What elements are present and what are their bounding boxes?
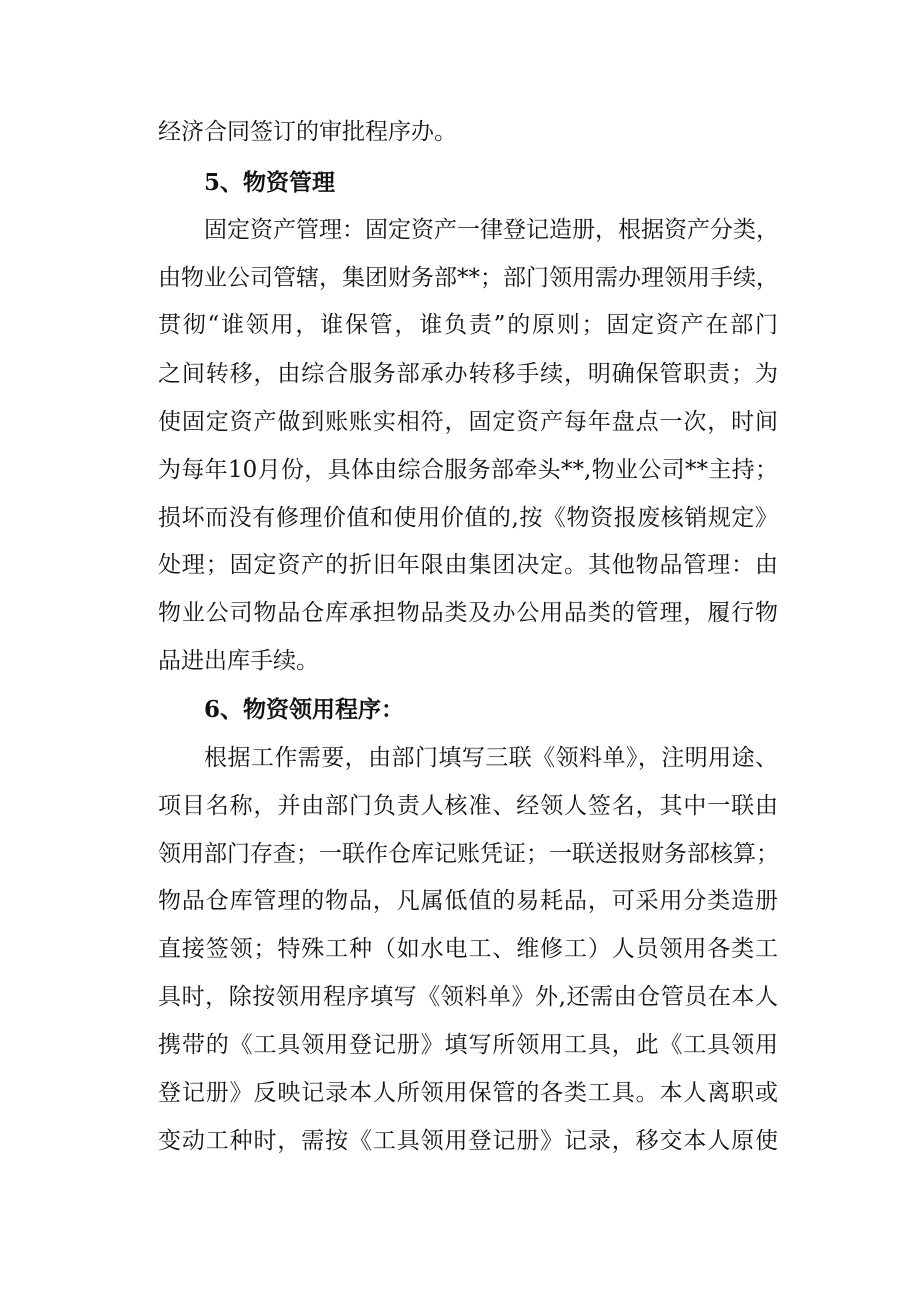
paragraph-line: 项目名称，并由部门负责人核准、经领人签名，其中一联由 (158, 793, 778, 819)
paragraph-line: 具时，除按领用程序填写《领料单》外,还需由仓管员在本人 (158, 984, 778, 1010)
paragraph-line: 登记册》反映记录本人所领用保管的各类工具。本人离职或 (158, 1080, 778, 1106)
paragraph-line: 直接签领；特殊工种（如水电工、维修工）人员领用各类工 (158, 936, 778, 962)
text-line: 经济合同签订的审批程序办。 (158, 119, 457, 145)
paragraph-line: 由物业公司管辖，集团财务部**；部门领用需办理领用手续， (158, 265, 779, 291)
paragraph-line: 携带的《工具领用登记册》填写所领用工具，此《工具领用 (158, 1032, 778, 1058)
paragraph-line: 损坏而没有修理价值和使用价值的,按《物资报废核销规定》 (158, 505, 778, 531)
paragraph-line: 变动工种时，需按《工具领用登记册》记录，移交本人原使 (158, 1128, 778, 1154)
paragraph-line: 固定资产管理：固定资产一律登记造册，根据资产分类， (204, 217, 779, 243)
paragraph-line: 为每年10月份，具体由综合服务部牵头**,物业公司**主持； (158, 457, 778, 483)
section-heading-5: 5、物资管理 (204, 169, 336, 196)
paragraph-line: 使固定资产做到账账实相符，固定资产每年盘点一次，时间 (158, 409, 778, 435)
paragraph-line: 物业公司物品仓库承担物品类及办公用品类的管理，履行物 (158, 600, 778, 626)
paragraph-line: 之间转移，由综合服务部承办转移手续，明确保管职责；为 (158, 361, 778, 387)
paragraph-line: 物品仓库管理的物品，凡属低值的易耗品，可采用分类造册 (158, 888, 778, 914)
paragraph-line: 领用部门存查；一联作仓库记账凭证；一联送报财务部核算； (158, 841, 779, 867)
paragraph-line: 贯彻“谁领用，谁保管，谁负责”的原则；固定资产在部门 (158, 312, 778, 338)
section-heading-6: 6、物资领用程序： (204, 696, 405, 723)
paragraph-line: 品进出库手续。 (158, 648, 319, 674)
paragraph-line: 处理；固定资产的折旧年限由集团决定。其他物品管理：由 (158, 552, 778, 578)
paragraph-line: 根据工作需要，由部门填写三联《领料单》，注明用途、 (204, 745, 778, 771)
